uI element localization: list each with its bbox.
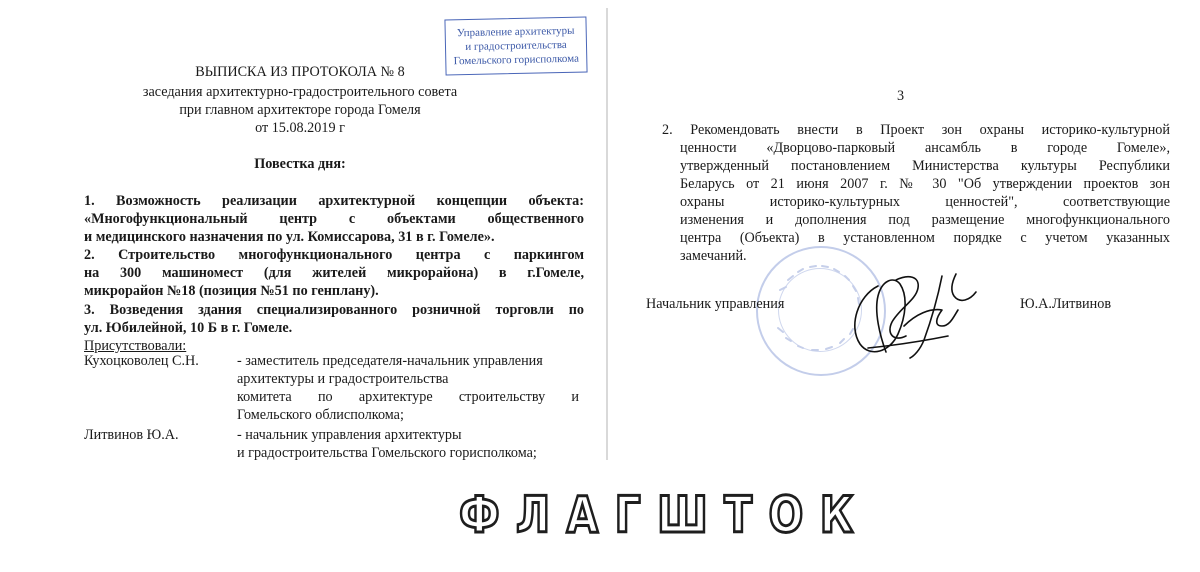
signature-icon xyxy=(838,256,988,366)
page-seam xyxy=(606,8,608,460)
stamp-line-3: Гомельского горисполкома xyxy=(453,52,580,68)
signatory-title: Начальник управления xyxy=(646,296,785,312)
decision-line: утвержденный постановлением Министерства культуры Республики xyxy=(680,158,1170,174)
page-number: 3 xyxy=(897,88,905,104)
document-subtitle-2: при главном архитекторе города Гомеля xyxy=(179,102,421,118)
attendee-name: Литвинов Ю.А. xyxy=(84,427,179,443)
agenda-heading: Повестка дня: xyxy=(254,156,346,172)
protocol-page-left xyxy=(0,0,602,470)
decision-line: ценности «Дворцово-парковый ансамбль в городе Гомеле», xyxy=(680,140,1170,156)
attendee-role-line: Гомельского облисполкома; xyxy=(237,407,404,423)
agenda-line: «Многофункциональный центр с объектами общественного xyxy=(84,211,584,227)
agenda-line: 1. Возможность реализации архитектурной концепции объекта: xyxy=(84,193,584,209)
document-title: ВЫПИСКА ИЗ ПРОТОКОЛА № 8 xyxy=(195,64,405,80)
stamp-line-2: и градостроительства xyxy=(465,38,567,54)
attendee-role-line: комитета по архитектуре строительству и xyxy=(237,389,579,405)
agenda-line: 2. Строительство многофункционального центра с паркингом xyxy=(84,247,584,263)
agenda-line: на 300 машиномест (для жителей микрорайона) в г.Гомеле, xyxy=(84,265,584,281)
decision-line: центра (Объекта) в установленном порядке с учетом указанных xyxy=(680,230,1170,246)
stamp-line-1: Управление архитектуры xyxy=(456,24,575,40)
incoming-stamp xyxy=(444,17,587,76)
document-subtitle-1: заседания архитектурно-градостроительного совета xyxy=(142,84,458,100)
attendee-role-line: - начальник управления архитектуры xyxy=(237,427,462,443)
agenda-line: ул. Юбилейной, 10 Б в г. Гомеле. xyxy=(84,320,293,336)
decision-line: изменения и дополнения под размещение многофункционального xyxy=(680,212,1170,228)
signatory-name: Ю.А.Литвинов xyxy=(1020,296,1112,312)
decision-line: охраны историко-культурных ценностей", соответствующие xyxy=(680,194,1170,210)
present-heading: Присутствовали: xyxy=(84,338,187,354)
decision-line: 2. Рекомендовать внести в Проект зон охраны историко-культурной xyxy=(662,122,1170,138)
attendee-role-line: и градостроительства Гомельского горисполкома; xyxy=(237,445,537,461)
decision-line: замечаний. xyxy=(680,248,747,264)
agenda-line: 3. Возведения здания специализированного розничной торговли по xyxy=(84,302,584,318)
attendee-role-line: архитектуры и градостроительства xyxy=(237,371,449,387)
agenda-line: микрорайон №18 (позиция №51 по генплану). xyxy=(84,283,379,299)
decision-line: Беларусь от 21 июня 2007 г. № 30 "Об утверждении проектов зон xyxy=(680,176,1170,192)
agenda-line: и медицинского назначения по ул. Комиссарова, 31 в г. Гомеле». xyxy=(84,229,495,245)
attendee-name: Кухоцковолец С.Н. xyxy=(84,353,199,369)
document-date: от 15.08.2019 г xyxy=(255,120,345,136)
attendee-role-line: - заместитель председателя-начальник управления xyxy=(237,353,543,369)
watermark-logo: ФЛАГШТОК xyxy=(458,486,870,544)
